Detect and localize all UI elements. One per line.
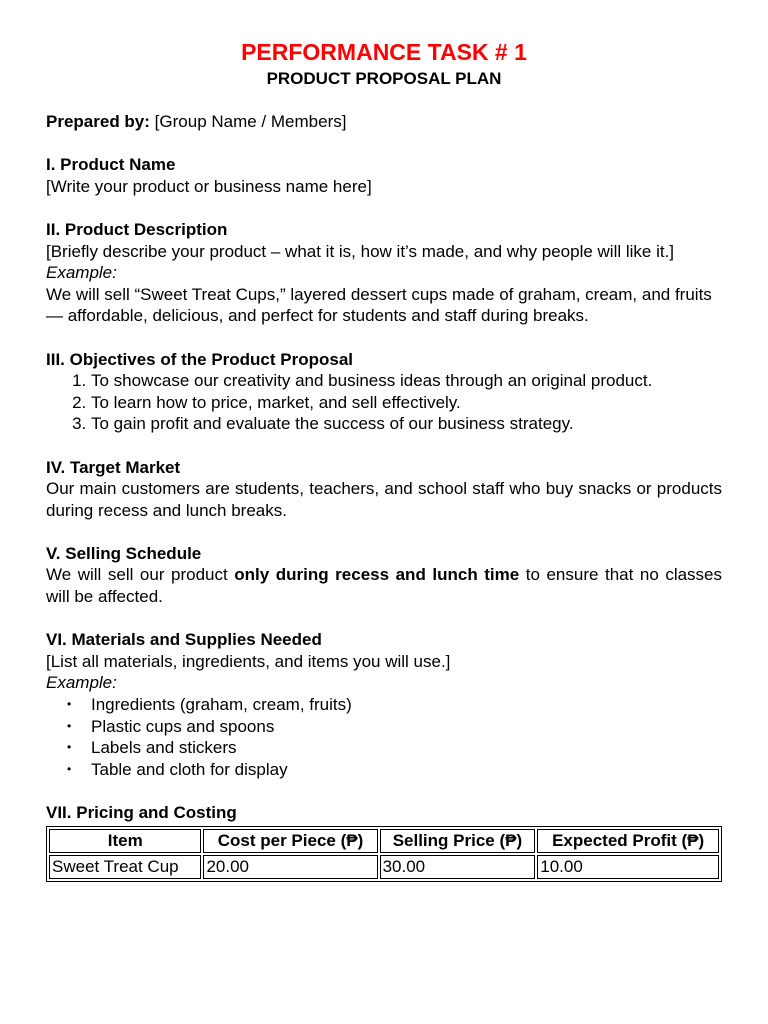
section-text: [Briefly describe your product – what it is, how it’s made, and why people will like it.] xyxy=(46,241,675,261)
table-header-row xyxy=(49,829,719,853)
section-text: [List all materials, ingredients, and items you will use.] xyxy=(46,651,451,671)
example-label: Example: xyxy=(46,263,117,283)
column-header: Selling Price (₱) xyxy=(380,829,536,853)
schedule-text-after: to ensure that no classes will be affected. xyxy=(46,565,722,607)
table-row xyxy=(49,855,719,879)
example-label: Example: xyxy=(46,673,117,693)
list-item xyxy=(67,716,722,738)
section-target-market xyxy=(46,457,722,522)
list-item xyxy=(67,694,722,716)
objectives-list xyxy=(46,370,722,435)
section-selling-schedule xyxy=(46,543,722,608)
bullet-icon: • xyxy=(67,761,72,776)
list-item xyxy=(67,759,722,781)
section-heading: II. Product Description xyxy=(46,219,228,239)
section-heading: IV. Target Market xyxy=(46,457,181,477)
bullet-icon: • xyxy=(67,718,72,733)
table-cell: 20.00 xyxy=(203,855,377,879)
table-cell: 30.00 xyxy=(380,855,536,879)
section-pricing xyxy=(46,802,722,882)
section-heading: VII. Pricing and Costing xyxy=(46,803,237,822)
section-heading: V. Selling Schedule xyxy=(46,543,202,563)
column-header: Item xyxy=(49,829,201,853)
pricing-table xyxy=(46,826,722,882)
example-text: We will sell “Sweet Treat Cups,” layered dessert cups made of graham, cream, and fruits — affordable, delicious, and perfect for students and staff during breaks. xyxy=(46,284,712,326)
section-text xyxy=(46,564,722,607)
list-item: 2. To learn how to price, market, and sell effectively. xyxy=(91,392,722,414)
section-product-name xyxy=(46,154,722,197)
document-title: PERFORMANCE TASK # 1 xyxy=(241,39,527,65)
list-item: 3. To gain profit and evaluate the success of our business strategy. xyxy=(91,413,722,435)
column-header: Expected Profit (₱) xyxy=(537,829,719,853)
prepared-by-value: [Group Name / Members] xyxy=(154,112,347,131)
section-heading: I. Product Name xyxy=(46,155,176,175)
list-item-text: Ingredients (graham, cream, fruits) xyxy=(91,695,352,715)
section-heading: VI. Materials and Supplies Needed xyxy=(46,630,322,650)
list-item-text: Labels and stickers xyxy=(91,738,237,758)
document-subtitle: PRODUCT PROPOSAL PLAN xyxy=(266,69,502,88)
list-item-text: Table and cloth for display xyxy=(91,759,288,779)
materials-list xyxy=(46,694,722,780)
table-cell: Sweet Treat Cup xyxy=(49,855,201,879)
bullet-icon: • xyxy=(67,740,72,755)
section-product-description xyxy=(46,219,722,327)
schedule-text-bold: only during recess and lunch time xyxy=(234,565,520,585)
column-header: Cost per Piece (₱) xyxy=(203,829,377,853)
section-text: [Write your product or business name here] xyxy=(46,176,372,196)
prepared-by xyxy=(46,111,722,133)
list-item xyxy=(67,737,722,759)
list-item: 1. To showcase our creativity and business ideas through an original product. xyxy=(91,370,722,392)
bullet-icon: • xyxy=(67,697,72,712)
section-heading: III. Objectives of the Product Proposal xyxy=(46,349,354,369)
table-cell: 10.00 xyxy=(537,855,719,879)
list-item-text: Plastic cups and spoons xyxy=(91,716,275,736)
schedule-text-before: We will sell our product xyxy=(46,565,235,585)
prepared-by-label: Prepared by: xyxy=(46,112,150,131)
section-text: Our main customers are students, teachers, and school staff who buy snacks or products during recess and lunch breaks. xyxy=(46,479,722,520)
section-materials xyxy=(46,629,722,780)
section-objectives xyxy=(46,349,722,435)
